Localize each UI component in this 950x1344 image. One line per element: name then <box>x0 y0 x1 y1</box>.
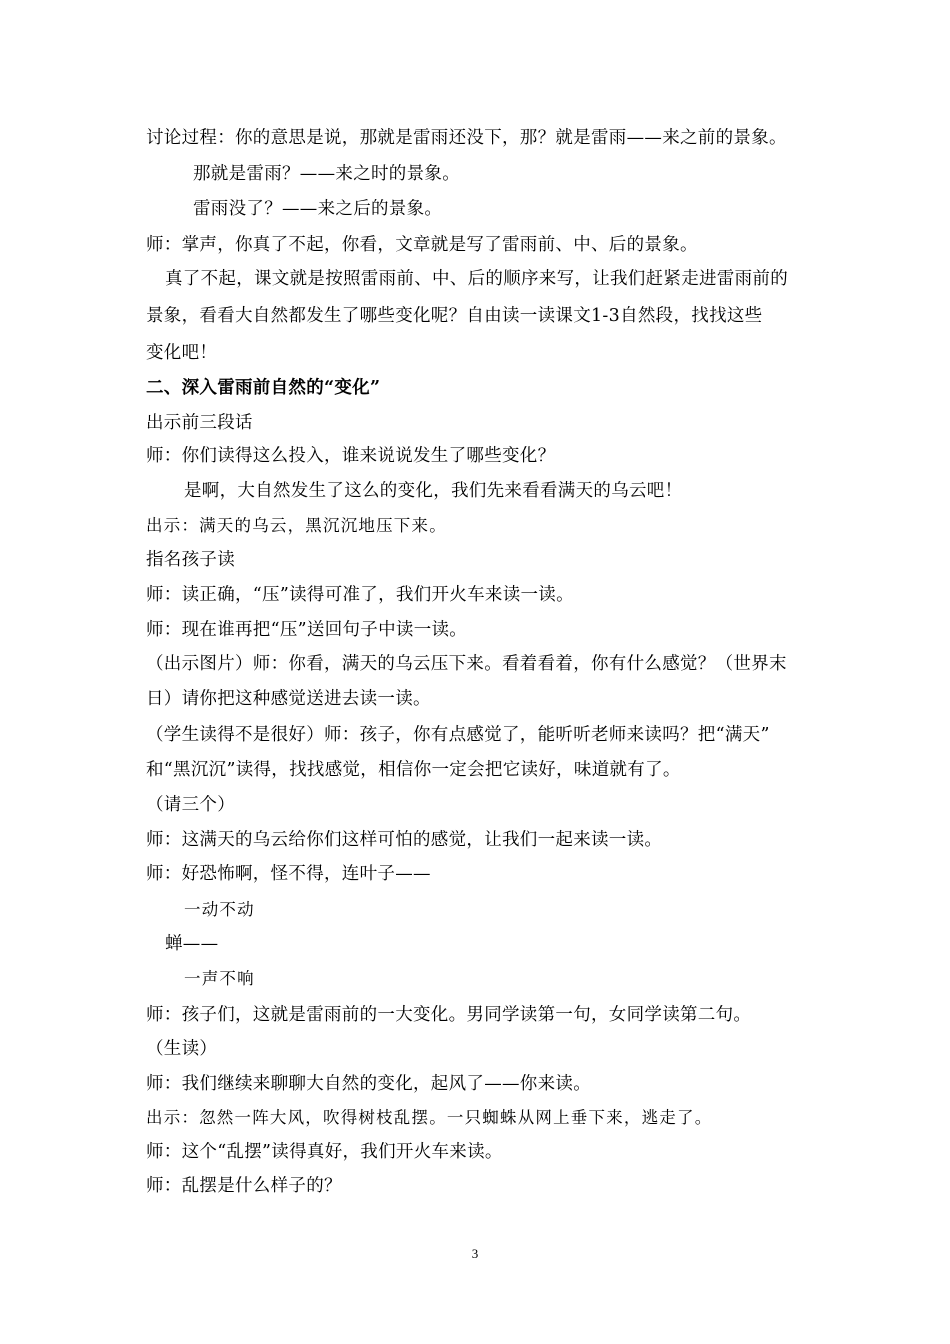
text-line-10: 师：你们读得这么投入，谁来说说发生了哪些变化？ <box>146 446 556 466</box>
text-line-6: 景象，看看大自然都发生了哪些变化呢？自由读一读课文1-3自然段，找找这些 <box>146 306 763 326</box>
text-line-5: 真了不起，课文就是按照雷雨前、中、后的顺序来写，让我们赶紧走进雷雨前的 <box>165 269 788 289</box>
text-line-2: 那就是雷雨？——来之时的景象。 <box>193 164 460 184</box>
text-line-13: 指名孩子读 <box>146 550 235 570</box>
section-heading: 二、深入雷雨前自然的“变化” <box>146 378 381 398</box>
text-line-30: 师：这个“乱摆”读得真好，我们开火车来读。 <box>146 1142 503 1162</box>
text-line-27: （生读） <box>146 1039 218 1059</box>
text-line-3: 雷雨没了？——来之后的景象。 <box>193 199 443 219</box>
text-line-9: 出示前三段话 <box>146 413 253 433</box>
text-line-19: 和“黑沉沉”读得，找找感觉，相信你一定会把它读好，味道就有了。 <box>146 760 681 780</box>
page-number: 3 <box>471 1246 479 1261</box>
text-line-4: 师：掌声，你真了不起，你看，文章就是写了雷雨前、中、后的景象。 <box>146 235 698 255</box>
text-line-15: 师：现在谁再把“压”送回句子中读一读。 <box>146 620 468 640</box>
text-line-29: 出示：忽然一阵大风，吹得树枝乱摆。一只蜘蛛从网上垂下来，逃走了。 <box>146 1108 713 1127</box>
text-line-14: 师：读正确，“压”读得可准了，我们开火车来读一读。 <box>146 585 574 605</box>
text-line-31: 师：乱摆是什么样子的？ <box>146 1176 342 1196</box>
text-line-26: 师：孩子们，这就是雷雨前的一大变化。男同学读第一句，女同学读第二句。 <box>146 1005 752 1025</box>
text-line-21: 师：这满天的乌云给你们这样可怕的感觉，让我们一起来读一读。 <box>146 830 663 850</box>
text-line-24: 蝉—— <box>165 934 219 954</box>
text-line-22: 师：好恐怖啊，怪不得，连叶子—— <box>146 864 431 884</box>
text-line-7: 变化吧！ <box>146 343 218 363</box>
text-line-11: 是啊，大自然发生了这么的变化，我们先来看看满天的乌云吧！ <box>184 481 683 501</box>
text-line-16: （出示图片）师：你看，满天的乌云压下来。看着看着，你有什么感觉？（世界末 <box>146 654 787 674</box>
text-line-25: 一声不响 <box>184 969 255 988</box>
text-line-28: 师：我们继续来聊聊大自然的变化，起风了——你来读。 <box>146 1074 591 1094</box>
text-line-12: 出示：满天的乌云，黑沉沉地压下来。 <box>146 516 447 535</box>
text-line-23: 一动不动 <box>184 900 255 919</box>
text-line-18: （学生读得不是很好）师：孩子，你有点感觉了，能听听老师来读吗？把“满天” <box>146 725 770 745</box>
text-line-17: 日）请你把这种感觉送进去读一读。 <box>146 689 431 709</box>
text-line-1: 讨论过程：你的意思是说，那就是雷雨还没下，那？就是雷雨——来之前的景象。 <box>146 128 787 148</box>
text-line-20: （请三个） <box>146 795 235 815</box>
